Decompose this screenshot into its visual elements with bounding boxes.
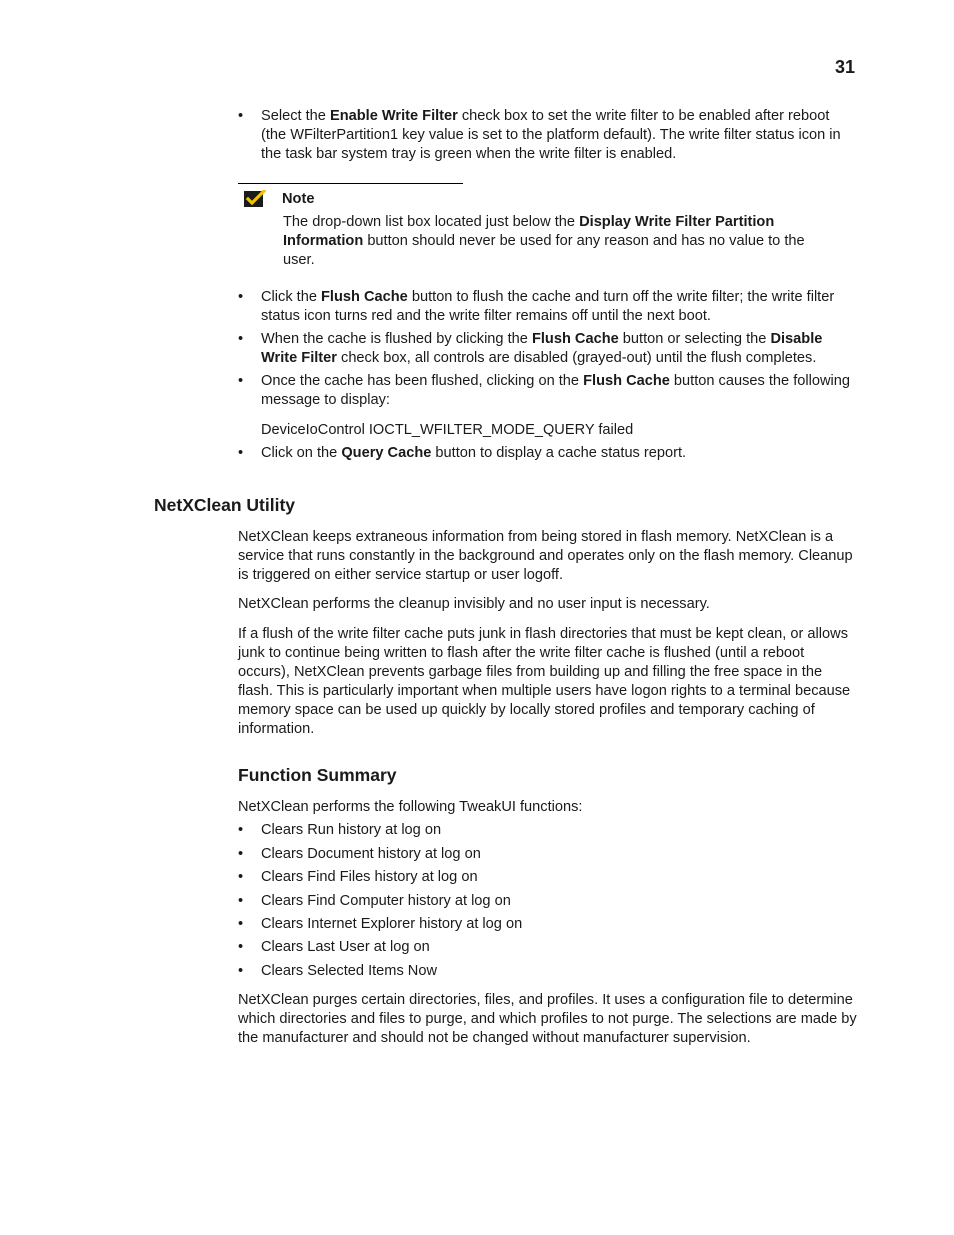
bullet-marker: • [238,963,244,979]
bullet-marker: • [238,289,244,305]
note-divider [238,183,463,184]
list-item: • Clears Find Files history at log on [238,869,478,885]
note-label: Note [282,191,315,207]
note-check-icon [244,190,266,208]
section-heading: NetXClean Utility [154,495,295,515]
error-message: DeviceIoControl IOCTL_WFILTER_MODE_QUERY failed [261,422,634,438]
bullet-marker: • [238,846,244,862]
paragraph: NetXClean keeps extraneous information from being stored in flash memory. NetXClean is a service that runs constantly in the background and operates only on the flash memory. Cleanup is triggered on either service startup or user logoff. [238,529,853,583]
subsection-heading: Function Summary [238,765,397,785]
bullet-marker: • [238,373,244,389]
list-item: • Once the cache has been flushed, clicking on the Flush Cache button causes the following message to display: [238,373,850,408]
paragraph: NetXClean performs the following TweakUI functions: [238,799,583,815]
list-item: • Select the Enable Write Filter check box to set the write filter to be enabled after reboot (the WFilterPartition1 key value is set to the platform default). The write filter status icon in the task bar system tray is green when the write filter is enabled. [238,108,841,162]
list-item: • Clears Document history at log on [238,846,481,862]
paragraph: If a flush of the write filter cache puts junk in flash directories that must be kept clean, or allows junk to continue being written to flash after the write filter cache is flushed (until a reboot occurs), NetXClean prevents garbage files from building up and filling the free space in the flash. This is particularly important when multiple users have logon rights to a terminal because memory space can be used up quickly by locally stored profiles and temporary caching of information. [238,626,851,737]
bullet-marker: • [238,869,244,885]
list-item: • When the cache is flushed by clicking the Flush Cache button or selecting the Disable Write Filter check box, all controls are disabled (grayed-out) until the flush completes. [238,331,823,366]
list-item: • Clears Find Computer history at log on [238,893,511,909]
list-item: • Clears Last User at log on [238,939,430,955]
bullet-marker: • [238,331,244,347]
list-item: • Click the Flush Cache button to flush the cache and turn off the write filter; the write filter status icon turns red and the write filter remains off until the next boot. [238,289,835,324]
bullet-marker: • [238,108,244,124]
bullet-marker: • [238,939,244,955]
list-item: • Clears Internet Explorer history at log on [238,916,523,932]
bullet-marker: • [238,822,244,838]
paragraph: NetXClean performs the cleanup invisibly and no user input is necessary. [238,596,710,612]
note-body: The drop-down list box located just below the Display Write Filter Partition Information button should never be used for any reason and has no value to the user. [283,214,805,268]
bullet-marker: • [238,893,244,909]
page-number: 31 [834,57,855,77]
bullet-marker: • [238,916,244,932]
paragraph: NetXClean purges certain directories, files, and profiles. It uses a configuration file to determine which directories and files to purge, and which profiles to not purge. The selections are made by the manufacturer and should not be changed without manufacturer supervision. [238,992,857,1046]
list-item: • Click on the Query Cache button to display a cache status report. [238,445,687,461]
list-item: • Clears Selected Items Now [238,963,438,979]
list-item: • Clears Run history at log on [238,822,442,838]
bullet-marker: • [238,445,244,461]
